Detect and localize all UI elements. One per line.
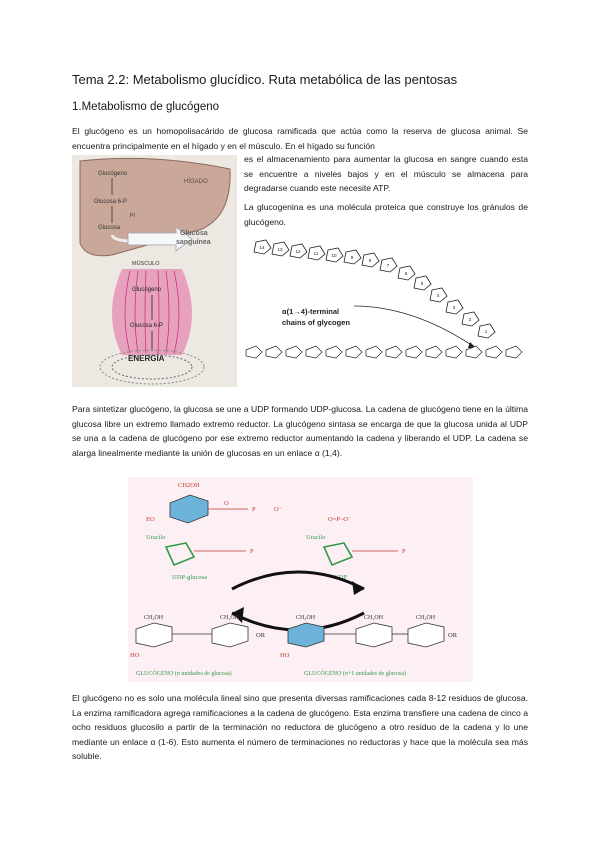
glucogeno-n1-label: GLUCÓGENO (n+1 unidades de glucosa) bbox=[304, 671, 407, 677]
svg-text:O⁻: O⁻ bbox=[274, 506, 283, 513]
residue-label: 8 bbox=[368, 258, 372, 263]
paragraph-ramificaciones: El glucógeno no es solo una molécula lineal sino que presenta diversas ramificaciones cada 8-12 residuos de glucosa. La enzima ramificadora agrega ramificaciones a la cadena de glucógeno. Esta enzima transfiere una cadena de cinco a ocho residuos glucosilo a partir de la terminación no reductora de glucógeno a otro residuo de la cadena y lo une mediante un enlace α (1-6). Esto aumenta el número de terminaciones no reductoras y hace que la molécula sea más soluble. bbox=[72, 693, 528, 762]
residue-label: 6 bbox=[404, 271, 408, 276]
muscle-glucogeno-label: Glucógeno bbox=[132, 287, 162, 293]
udp-glucose-figure bbox=[128, 477, 473, 682]
paragraph-intro-continued: es el almacenamiento para aumentar la glucosa en sangre cuando esta se encuentre a niveles bajos y en el músculo se almacena para degradarse cuando este necesite ATP. bbox=[244, 154, 528, 194]
svg-text:CH₂OH: CH₂OH bbox=[416, 615, 436, 621]
ho-right-label: HO bbox=[280, 652, 290, 659]
svg-text:P: P bbox=[250, 548, 254, 555]
svg-text:CH₂OH: CH₂OH bbox=[144, 615, 164, 621]
glycogen-chain-diagram bbox=[244, 236, 530, 368]
residue-label: 9 bbox=[350, 255, 354, 260]
glucosa-sanguinea-label-1: Glucosa bbox=[180, 230, 208, 237]
chain-label-line2: chains of glycogen bbox=[282, 318, 350, 327]
residue-label: 14 bbox=[259, 245, 265, 250]
ho-left-label: HO bbox=[130, 652, 140, 659]
liver-glucogeno-label: Glucógeno bbox=[98, 171, 128, 177]
ch2oh-label: CH2OH bbox=[178, 482, 200, 489]
uracilo-left-label: Uracilo bbox=[146, 534, 166, 541]
residue-label: 2 bbox=[468, 317, 472, 322]
glucogeno-n-label: GLUCÓGENO (n unidades de glucosa) bbox=[136, 671, 232, 677]
svg-text:CH₂OH: CH₂OH bbox=[364, 615, 384, 621]
or-left-label: OR bbox=[256, 632, 266, 639]
residue-label: 10 bbox=[331, 253, 337, 258]
energia-label: ENERGÍA bbox=[128, 354, 165, 363]
residue-label: 12 bbox=[295, 249, 301, 254]
svg-text:CH₂OH: CH₂OH bbox=[220, 615, 240, 621]
liver-muscle-figure bbox=[72, 155, 237, 387]
residue-label: 1 bbox=[484, 329, 488, 334]
udp-label: UDP bbox=[334, 574, 348, 581]
liver-label: HÍGADO bbox=[184, 179, 208, 185]
eo-label: EO bbox=[146, 516, 155, 523]
udp-glucose-reaction bbox=[128, 477, 473, 682]
liver-glucosa6p-label: Glucosa 6-P bbox=[94, 199, 128, 205]
svg-text:P: P bbox=[252, 506, 256, 513]
chain-label-line1: α(1→4)-terminal bbox=[282, 307, 340, 316]
residue-label: 11 bbox=[313, 251, 319, 256]
uracilo-right-label: Uracilo bbox=[306, 534, 326, 541]
liver-glucosa-label: Glucosa bbox=[98, 225, 121, 231]
residue-label: 5 bbox=[420, 281, 424, 286]
svg-text:O: O bbox=[224, 500, 229, 507]
glycogen-chain-figure bbox=[244, 236, 530, 368]
muscle-label: MÚSCULO bbox=[132, 261, 160, 267]
or-right-label: OR bbox=[448, 632, 458, 639]
residue-label: 7 bbox=[386, 263, 390, 268]
svg-text:P: P bbox=[402, 548, 406, 555]
paragraph-glucogenina: La glucogenina es una molécula proteica que construye los gránulos de glucógeno. bbox=[244, 202, 528, 227]
page-title: Tema 2.2: Metabolismo glucídico. Ruta metabólica de las pentosas bbox=[72, 72, 458, 87]
paragraph-intro: El glucógeno es un homopolisacárido de glucosa ramificada que actúa como la reserva de glucosa animal. Se encuentra principalmente en el hígado y en el músculo. En el hígado su función bbox=[72, 126, 528, 151]
residue-label: 4 bbox=[436, 293, 440, 298]
liver-pi-label: Pi bbox=[130, 213, 135, 219]
udp-glucosa-label: UDP-glucosa bbox=[172, 574, 208, 581]
svg-text:O=P–O⁻: O=P–O⁻ bbox=[328, 516, 352, 523]
glucosa-sanguinea-label-2: sanguínea bbox=[176, 239, 211, 246]
muscle-glucosa6p-label: Glucosa 6-P bbox=[130, 323, 164, 329]
residue-label: 3 bbox=[452, 305, 456, 310]
liver-muscle-illustration bbox=[72, 155, 237, 387]
svg-text:CH₂OH: CH₂OH bbox=[296, 615, 316, 621]
section-heading: 1.Metabolismo de glucógeno bbox=[72, 101, 220, 113]
residue-label: 13 bbox=[277, 247, 283, 252]
paragraph-udp-glucosa: Para sintetizar glucógeno, la glucosa se une a UDP formando UDP-glucosa. La cadena de glucógeno tiene en la última glucosa libre un extremo llamado extremo reductor. La glucógeno sintasa se encarga de que la glucosa unida al UDP se una a la cadena de glucógeno por ese extremo reductor aumentando la cadena y liberando el UDP. La cadena se alarga linealmente mediante la unión de glucosas en un enlace α (1,4). bbox=[72, 404, 528, 458]
